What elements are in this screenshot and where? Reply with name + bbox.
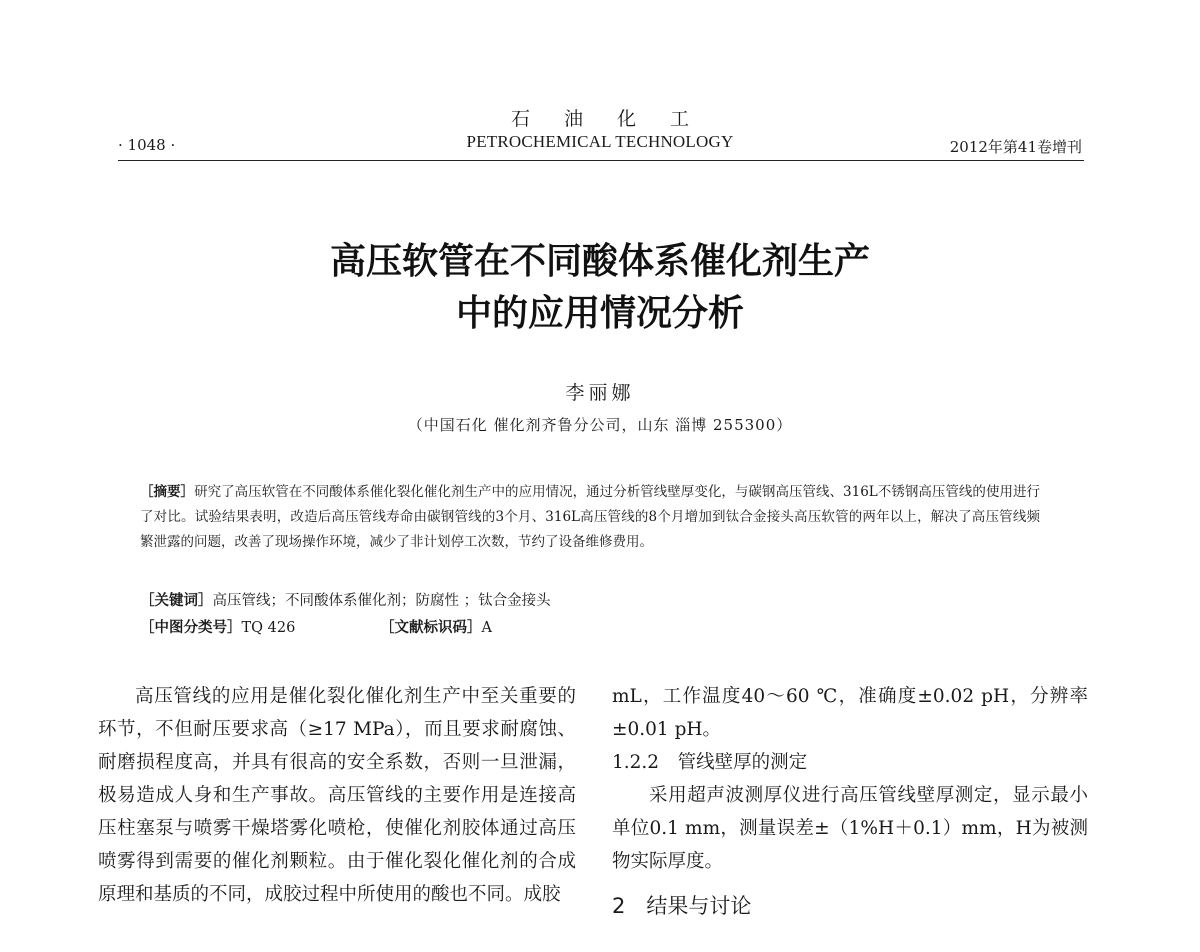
author-name: 李丽娜: [565, 382, 635, 404]
page-number: · 1048 ·: [118, 136, 176, 154]
issue-info: 2012年第41卷增刊: [949, 138, 1082, 156]
document-code-label: ［文献标识码］: [380, 620, 482, 636]
paper-title: [0, 236, 1200, 340]
document-code: [380, 616, 492, 637]
abstract-text: 研究了高压软管在不同酸体系催化裂化催化剂生产中的应用情况，通过分析管线壁厚变化，与碳钢高压管线、316L不锈钢高压管线的使用进行了对比。试验结果表明，改造后高压管线寿命由碳钢管线的3个月、316L高压管线的8个月增加到钛合金接头高压软管的两年以上，解决了高压管线频繁泄露的问题，改善了现场操作环境，减少了非计划停工次数，节约了设备维修费用。: [140, 484, 1041, 550]
body-right-column: [612, 680, 1088, 923]
abstract-label: ［摘要］: [140, 484, 195, 500]
journal-name-chinese: 石油化工: [510, 108, 723, 130]
subsection-heading-1-2-2: 1.2.2 管线壁厚的测定: [612, 752, 808, 773]
intro-paragraph: 高压管线的应用是催化裂化催化剂生产中至关重要的环节，不但耐压要求高（≥17 MPa），而且要求耐腐蚀、耐磨损程度高，并具有很高的安全系数，否则一旦泄漏，极易造成人身和生产事故。高压管线的主要作用是连接高压柱塞泵与喷雾干燥塔雾化喷枪，使催化剂胶体通过高压喷雾得到需要的催化剂颗粒。由于催化裂化催化剂的合成原理和基质的不同，成胶过程中所使用的酸也不同。成胶: [98, 686, 576, 905]
paper-title-line-2: 中的应用情况分析: [455, 293, 744, 334]
body-left-column: [98, 680, 576, 911]
section-heading-2: 2 结果与讨论: [612, 894, 752, 918]
abstract: [140, 480, 1040, 555]
classification-line: [140, 616, 1040, 637]
author-affiliation: （中国石化 催化剂齐鲁分公司，山东 淄博 255300）: [407, 416, 793, 434]
method-paragraph-continued: mL，工作温度40～60 ℃，准确度±0.02 pH，分辨率±0.01 pH。: [612, 686, 1088, 740]
clc-value: TQ 426: [241, 620, 296, 636]
keywords-label: ［关键词］: [140, 593, 213, 609]
journal-name-english: PETROCHEMICAL TECHNOLOGY: [466, 132, 734, 151]
clc-label: ［中图分类号］: [140, 620, 242, 636]
thickness-measurement-paragraph: 采用超声波测厚仪进行高压管线壁厚测定，显示最小单位0.1 mm，测量误差±（1%H＋0.1）mm，H为被测物实际厚度。: [612, 785, 1088, 872]
document-code-value: A: [481, 620, 492, 636]
keywords-text: 高压管线；不同酸体系催化剂；防腐性 ；钛合金接头: [212, 593, 551, 609]
paper-title-line-1: 高压软管在不同酸体系催化剂生产: [329, 241, 870, 282]
header-divider: [118, 160, 1084, 161]
keywords: [140, 589, 1040, 610]
